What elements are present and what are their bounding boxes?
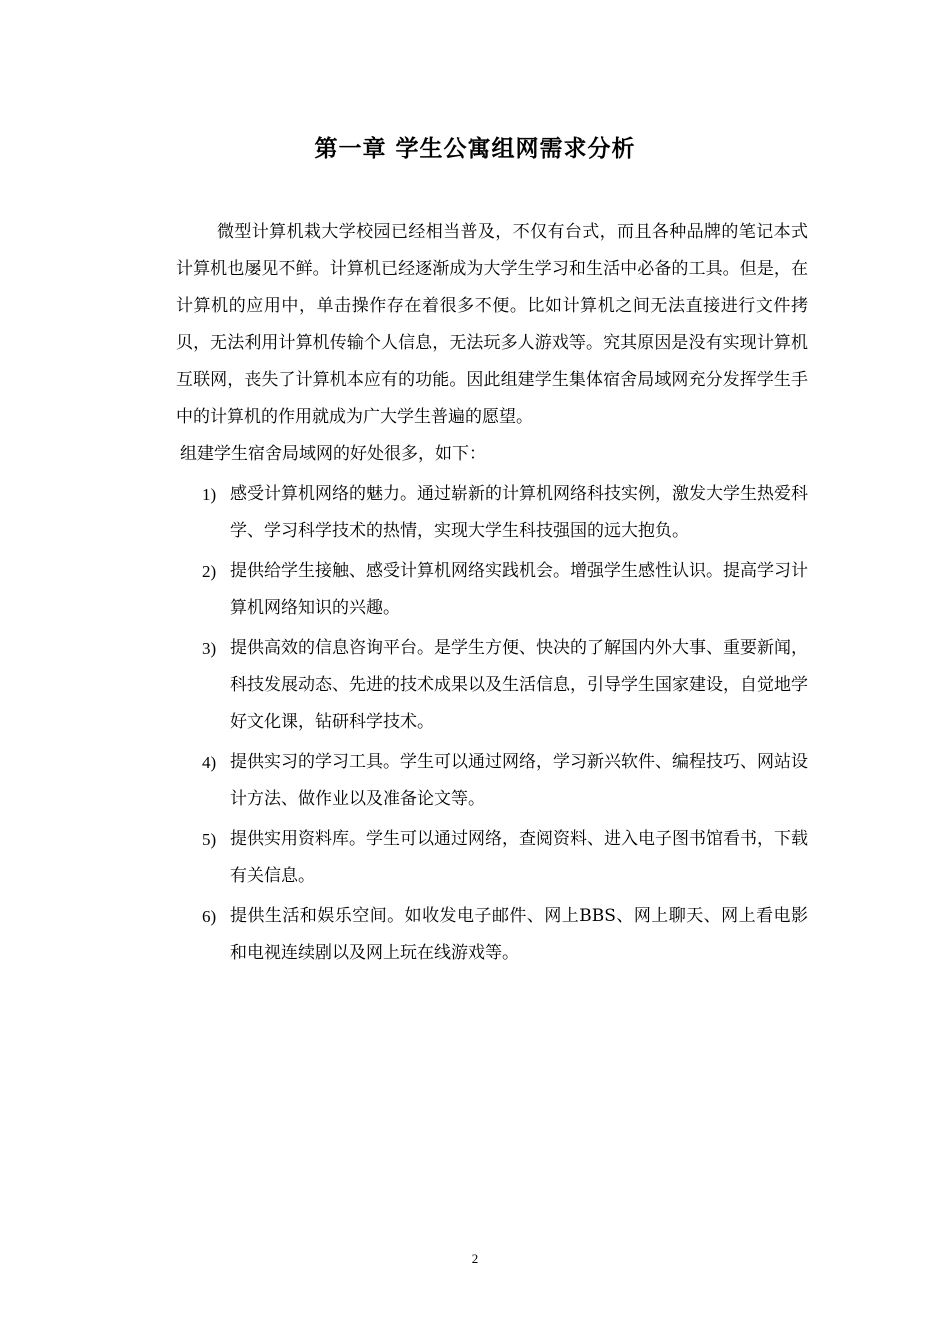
- list-item-text: 提供实用资料库。学生可以通过网络，查阅资料、进入电子图书馆看书，下载有关信息。: [230, 829, 808, 886]
- list-item-text: 提供生活和娱乐空间。如收发电子邮件、网上BBS、网上聊天、网上看电影和电视连续剧以及网上玩在线游戏等。: [230, 906, 808, 963]
- intro-paragraph: 微型计算机栽大学校园已经相当普及，不仅有台式，而且各种品牌的笔记本式计算机也屡见不鲜。计算机已经逐渐成为大学生学习和生活中必备的工具。但是，在计算机的应用中，单击操作存在着很多不便。比如计算机之间无法直接进行文件拷贝，无法利用计算机传输个人信息，无法玩多人游戏等。究其原因是没有实现计算机互联网，丧失了计算机本应有的功能。因此组建学生集体宿舍局域网充分发挥学生手中的计算机的作用就成为广大学生普遍的愿望。: [176, 222, 808, 427]
- list-item-number: 3): [202, 639, 217, 658]
- list-item-number: 4): [202, 753, 217, 772]
- list-item-text: 提供实习的学习工具。学生可以通过网络，学习新兴软件、编程技巧、网站设计方法、做作业以及准备论文等。: [230, 752, 808, 809]
- list-item: [176, 627, 808, 741]
- list-item-number: 2): [202, 562, 217, 581]
- list-item-number: 5): [202, 830, 217, 849]
- list-item-text: 提供给学生接触、感受计算机网络实践机会。增强学生感性认识。提高学习计算机网络知识的兴趣。: [230, 561, 808, 618]
- page-number: 2: [471, 1251, 479, 1266]
- list-item: [176, 550, 808, 627]
- list-item-number: 6): [202, 907, 217, 926]
- list-item: [176, 473, 808, 550]
- list-item: [176, 741, 808, 818]
- benefits-list: [176, 473, 808, 972]
- list-item-text: 提供高效的信息咨询平台。是学生方便、快决的了解国内外大事、重要新闻，科技发展动态、先进的技术成果以及生活信息，引导学生国家建设，自觉地学好文化课，钻研科学技术。: [230, 638, 808, 732]
- list-item-text: 感受计算机网络的魅力。通过崭新的计算机网络科技实例，激发大学生热爱科学、学习科学技术的热情，实现大学生科技强国的远大抱负。: [230, 484, 808, 541]
- document-body: [176, 214, 808, 972]
- list-item-number: 1): [202, 485, 217, 504]
- list-item: [176, 818, 808, 895]
- benefits-lead-sentence: 组建学生宿舍局域网的好处很多，如下：: [180, 444, 486, 464]
- chapter-title: 第一章 学生公寓组网需求分析: [314, 136, 636, 163]
- list-item: [176, 895, 808, 972]
